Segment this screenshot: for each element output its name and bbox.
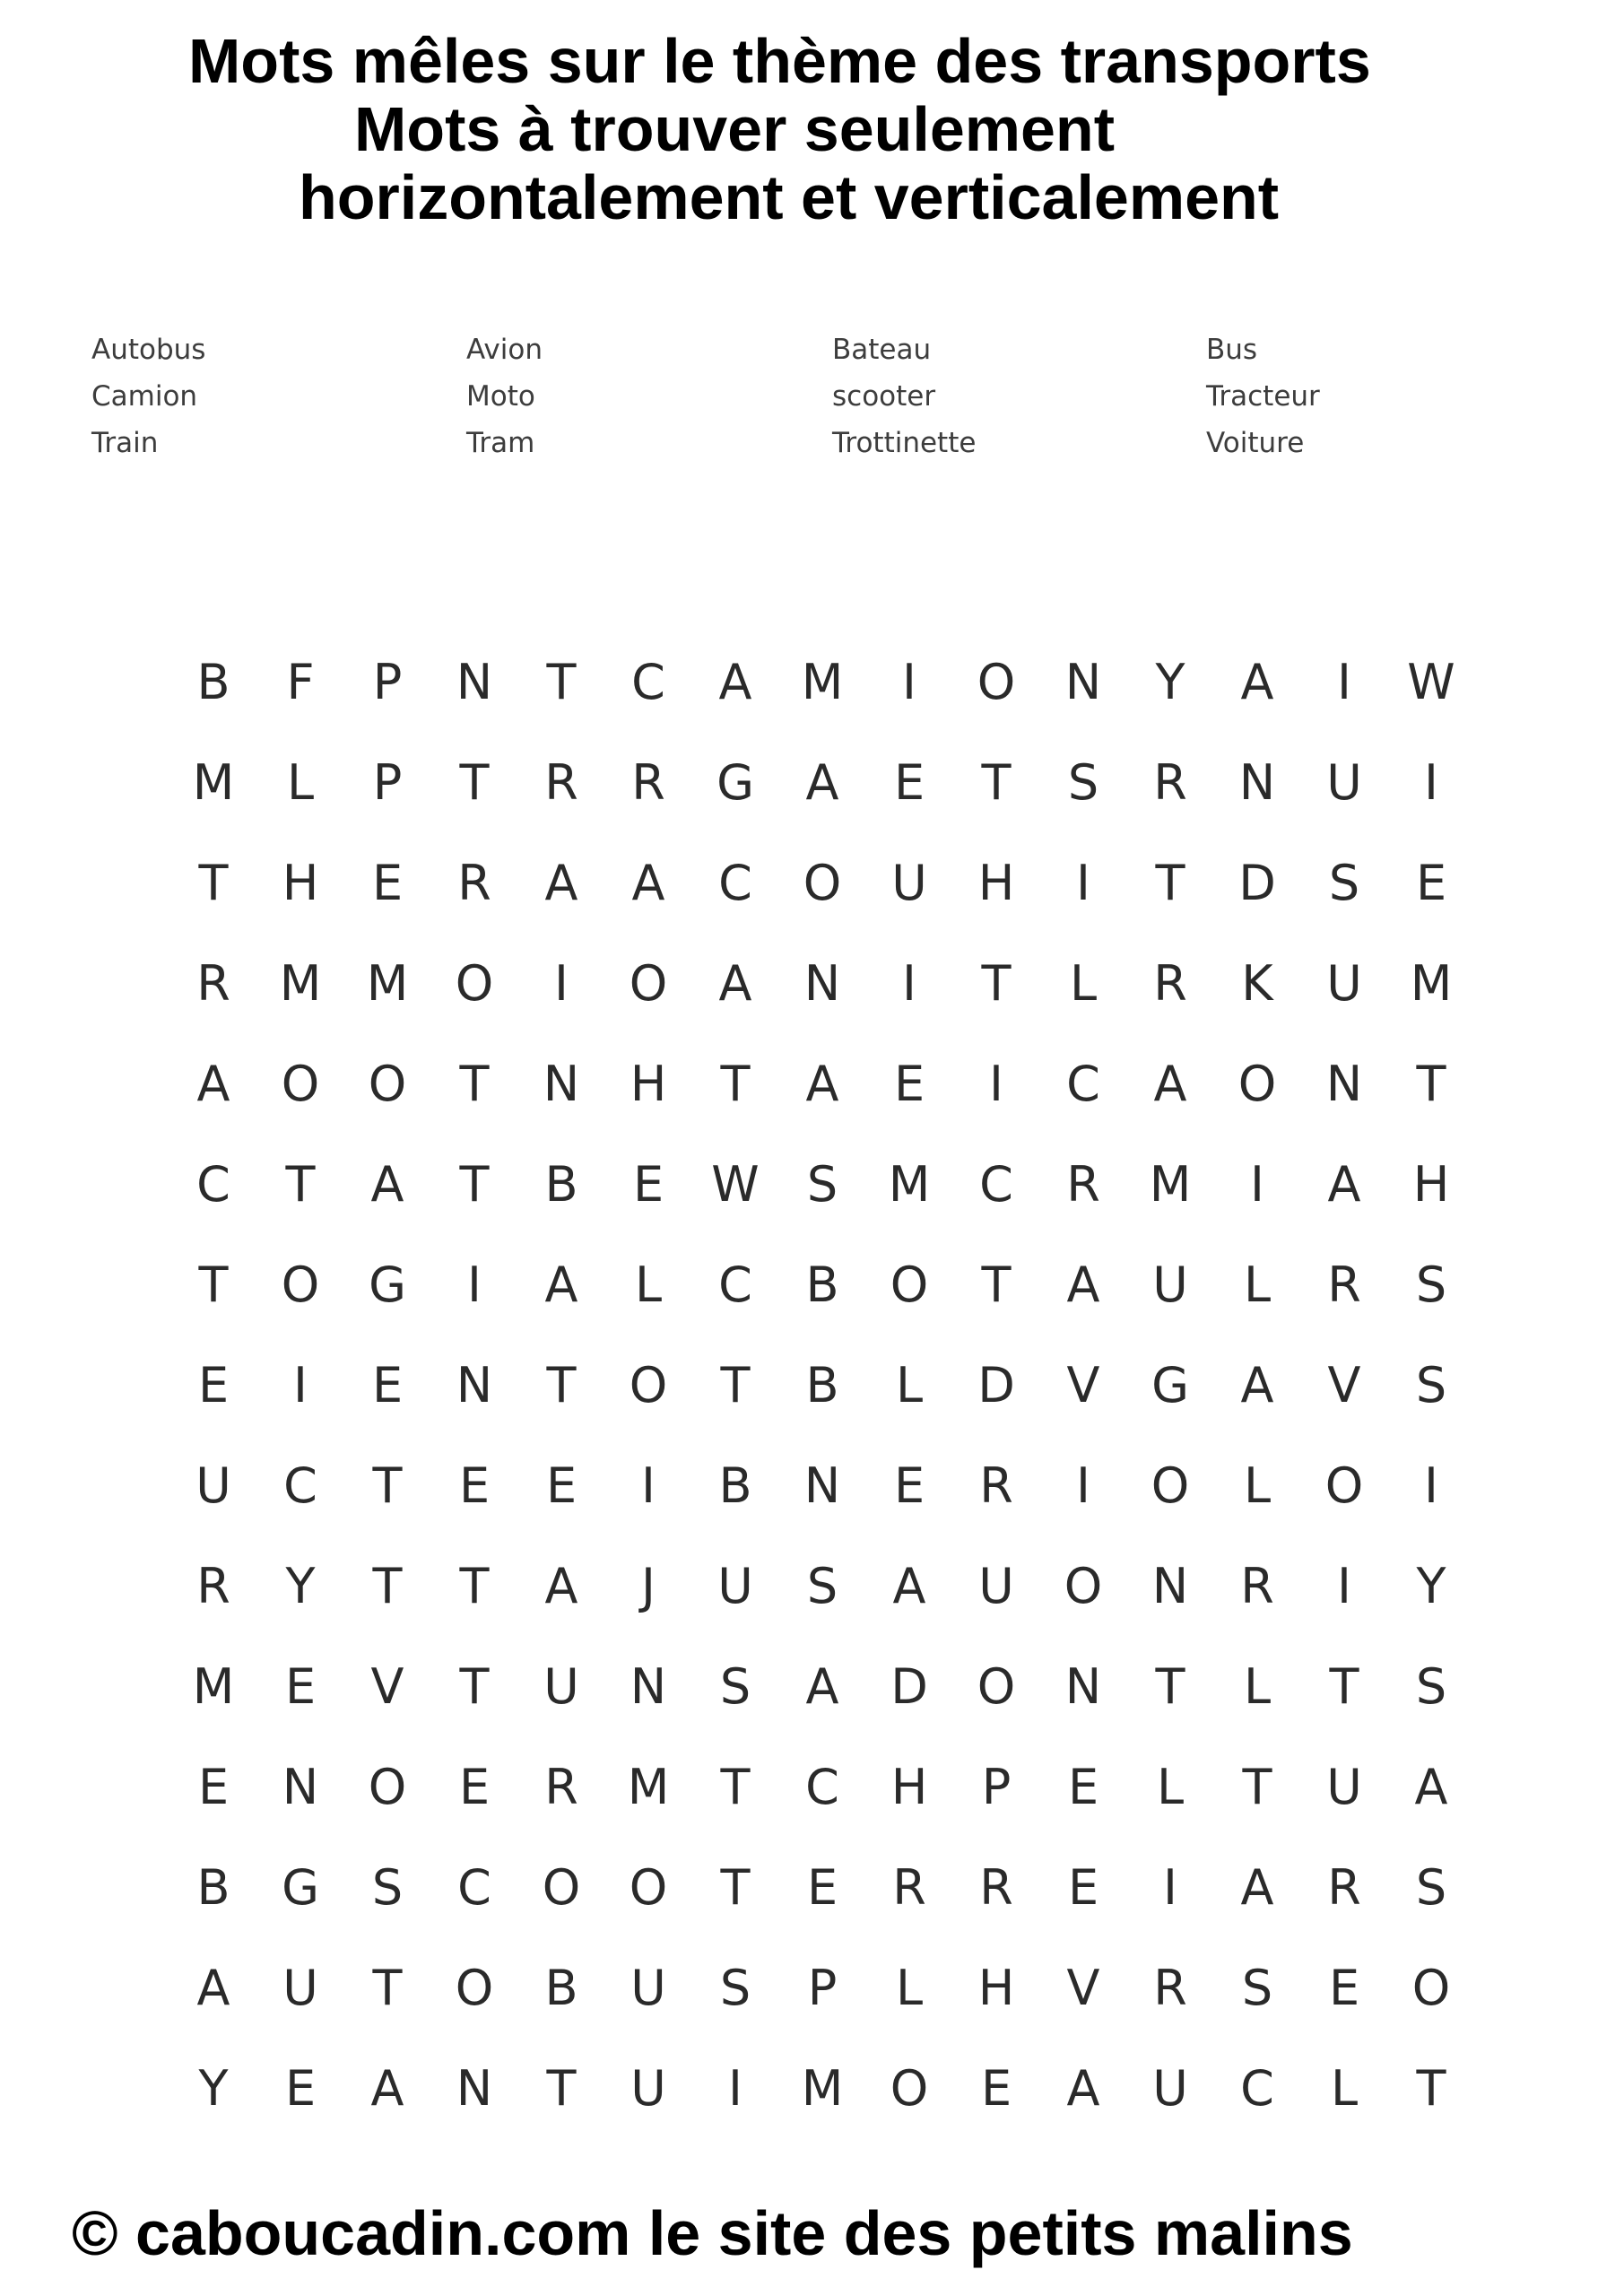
grid-cell[interactable]: G	[369, 1257, 406, 1313]
grid-cell[interactable]: C	[718, 855, 752, 911]
grid-cell[interactable]: V	[1066, 1357, 1100, 1413]
grid-cell[interactable]: Y	[198, 2060, 229, 2117]
grid-cell[interactable]: L	[1243, 1457, 1272, 1514]
grid-cell[interactable]: E	[1067, 1859, 1099, 1916]
grid-cell[interactable]: U	[1326, 1759, 1362, 1815]
grid-cell[interactable]: D	[977, 1357, 1015, 1413]
grid-cell[interactable]: B	[718, 1457, 752, 1514]
grid-cell[interactable]: A	[631, 855, 665, 911]
grid-cell[interactable]: I	[1424, 754, 1438, 811]
grid-row	[170, 1235, 1471, 1335]
grid-cell[interactable]: A	[544, 855, 578, 911]
grid-cell[interactable]: U	[630, 1960, 666, 2016]
grid-cell[interactable]: I	[293, 1357, 308, 1413]
grid-cell[interactable]: N	[282, 1759, 319, 1815]
grid-cell[interactable]: S	[806, 1156, 838, 1213]
grid-cell[interactable]: R	[979, 1457, 1013, 1514]
grid-cell[interactable]: L	[1243, 1658, 1272, 1715]
grid-row	[170, 733, 1471, 833]
grid-cell[interactable]: P	[372, 654, 403, 710]
grid-cell[interactable]: O	[803, 855, 842, 911]
grid-cell[interactable]: A	[1066, 2060, 1100, 2117]
grid-cell[interactable]: R	[1240, 1558, 1274, 1614]
grid-cell[interactable]: T	[285, 1156, 316, 1213]
grid-cell[interactable]: N	[543, 1056, 580, 1112]
grid-cell[interactable]: R	[457, 855, 491, 911]
grid-cell[interactable]: T	[459, 1558, 490, 1614]
grid-cell[interactable]: C	[718, 1257, 752, 1313]
title-line-2: Mots à trouver seulement	[354, 94, 1115, 164]
grid-cell[interactable]: U	[978, 1558, 1014, 1614]
grid-cell[interactable]: A	[544, 1257, 578, 1313]
grid-cell[interactable]: I	[1337, 654, 1351, 710]
grid-cell[interactable]: S	[1328, 855, 1360, 911]
grid-cell[interactable]: O	[1238, 1056, 1277, 1112]
grid-cell[interactable]: O	[890, 2060, 929, 2117]
grid-cell[interactable]: I	[1250, 1156, 1264, 1213]
grid-cell[interactable]: L	[1330, 2060, 1359, 2117]
grid-cell[interactable]: L	[1156, 1759, 1185, 1815]
grid-cell[interactable]: T	[981, 955, 1012, 1012]
grid-cell[interactable]: N	[1238, 754, 1276, 811]
grid-cell[interactable]: M	[627, 1759, 670, 1815]
letter-grid	[170, 632, 1471, 2139]
grid-cell[interactable]: C	[457, 1859, 491, 1916]
grid-cell[interactable]: I	[1337, 1558, 1351, 1614]
grid-cell[interactable]: P	[807, 1960, 838, 2016]
word-list-item: Voiture	[1206, 427, 1305, 459]
grid-cell[interactable]: H	[630, 1056, 667, 1112]
grid-cell[interactable]: A	[805, 1056, 839, 1112]
grid-cell[interactable]: I	[641, 1457, 656, 1514]
grid-row	[170, 1737, 1471, 1838]
grid-cell[interactable]: E	[458, 1457, 491, 1514]
grid-cell[interactable]: B	[544, 1960, 578, 2016]
grid-cell[interactable]: N	[630, 1658, 667, 1715]
grid-cell[interactable]: I	[1076, 1457, 1090, 1514]
grid-cell[interactable]: O	[1064, 1558, 1103, 1614]
grid-cell[interactable]: S	[1415, 1357, 1447, 1413]
word-list-item: Avion	[466, 334, 543, 366]
grid-cell[interactable]: N	[456, 1357, 493, 1413]
grid-cell[interactable]: S	[1241, 1960, 1273, 2016]
grid-cell[interactable]: U	[891, 855, 927, 911]
grid-cell[interactable]: T	[198, 1257, 229, 1313]
grid-cell[interactable]: T	[546, 2060, 577, 2117]
grid-cell[interactable]: T	[1155, 855, 1185, 911]
grid-cell[interactable]: E	[980, 2060, 1012, 2117]
word-list-item: Train	[91, 427, 159, 459]
grid-cell[interactable]: U	[717, 1558, 753, 1614]
grid-cell[interactable]: E	[197, 1759, 230, 1815]
grid-cell[interactable]: L	[895, 1357, 924, 1413]
grid-cell[interactable]: R	[1153, 1960, 1187, 2016]
title-line-3: horizontalement et verticalement	[299, 162, 1280, 232]
grid-cell[interactable]: G	[716, 754, 754, 811]
grid-cell[interactable]: R	[544, 754, 578, 811]
grid-cell[interactable]: M	[1149, 1156, 1192, 1213]
word-list-item: Trottinette	[832, 427, 977, 459]
grid-cell[interactable]: C	[631, 654, 665, 710]
word-list-item: Camion	[91, 380, 198, 413]
grid-cell[interactable]: G	[282, 1859, 319, 1916]
grid-row	[170, 1335, 1471, 1436]
word-list-item: Bateau	[832, 334, 932, 366]
grid-cell[interactable]: T	[459, 1658, 490, 1715]
grid-cell[interactable]: B	[544, 1156, 578, 1213]
grid-cell[interactable]: M	[801, 2060, 844, 2117]
grid-cell[interactable]: U	[195, 1457, 231, 1514]
word-list-item: scooter	[832, 380, 936, 413]
grid-cell[interactable]: E	[458, 1759, 491, 1815]
grid-cell[interactable]: O	[1411, 1960, 1451, 2016]
grid-cell[interactable]: O	[368, 1056, 407, 1112]
grid-cell[interactable]: O	[629, 955, 668, 1012]
grid-cell[interactable]: A	[718, 955, 752, 1012]
grid-cell[interactable]: L	[634, 1257, 663, 1313]
grid-cell[interactable]: T	[372, 1457, 403, 1514]
grid-cell[interactable]: H	[1412, 1156, 1450, 1213]
grid-cell[interactable]: I	[554, 955, 569, 1012]
word-list-item: Autobus	[91, 334, 206, 366]
grid-cell[interactable]: S	[1415, 1658, 1447, 1715]
grid-cell[interactable]: H	[890, 1759, 928, 1815]
grid-cell[interactable]: K	[1241, 955, 1273, 1012]
grid-cell[interactable]: R	[1066, 1156, 1100, 1213]
grid-cell[interactable]: Y	[1416, 1558, 1446, 1614]
grid-cell[interactable]: U	[1326, 754, 1362, 811]
grid-cell[interactable]: T	[1242, 1759, 1272, 1815]
grid-cell[interactable]: J	[641, 1558, 656, 1614]
grid-cell[interactable]: L	[286, 754, 315, 811]
grid-cell[interactable]: A	[1240, 1859, 1274, 1916]
word-list-item: Tram	[466, 427, 535, 459]
grid-cell[interactable]: T	[1416, 1056, 1446, 1112]
grid-cell[interactable]: C	[283, 1457, 317, 1514]
grid-cell[interactable]: D	[1238, 855, 1276, 911]
grid-cell[interactable]: R	[196, 955, 230, 1012]
grid-cell[interactable]: E	[197, 1357, 230, 1413]
grid-cell[interactable]: O	[281, 1257, 320, 1313]
grid-row	[170, 934, 1471, 1034]
grid-cell[interactable]: S	[371, 1859, 404, 1916]
grid-cell[interactable]: M	[192, 1658, 235, 1715]
grid-cell[interactable]: E	[371, 1357, 404, 1413]
grid-cell[interactable]: M	[801, 654, 844, 710]
grid-cell[interactable]: I	[1076, 855, 1090, 911]
grid-cell[interactable]: E	[632, 1156, 664, 1213]
grid-cell[interactable]: H	[977, 1960, 1015, 2016]
grid-cell[interactable]: A	[370, 2060, 404, 2117]
grid-cell[interactable]: B	[196, 1859, 230, 1916]
grid-cell[interactable]: S	[1415, 1257, 1447, 1313]
grid-cell[interactable]: R	[1327, 1257, 1361, 1313]
grid-cell[interactable]: R	[1153, 955, 1187, 1012]
grid-cell[interactable]: R	[544, 1759, 578, 1815]
grid-cell[interactable]: T	[981, 754, 1012, 811]
grid-cell[interactable]: C	[979, 1156, 1013, 1213]
grid-row	[170, 1637, 1471, 1737]
grid-cell[interactable]: I	[467, 1257, 482, 1313]
grid-cell[interactable]: O	[281, 1056, 320, 1112]
grid-cell[interactable]: S	[1415, 1859, 1447, 1916]
grid-cell[interactable]: N	[1325, 1056, 1363, 1112]
grid-cell[interactable]: N	[456, 2060, 493, 2117]
grid-cell[interactable]: B	[196, 654, 230, 710]
grid-cell[interactable]: Y	[285, 1558, 316, 1614]
grid-cell[interactable]: O	[1151, 1457, 1190, 1514]
grid-cell[interactable]: O	[368, 1759, 407, 1815]
grid-cell[interactable]: T	[981, 1257, 1012, 1313]
grid-cell[interactable]: E	[1067, 1759, 1099, 1815]
grid-cell[interactable]: T	[1416, 2060, 1446, 2117]
grid-cell[interactable]: E	[284, 2060, 317, 2117]
grid-row	[170, 1436, 1471, 1536]
grid-cell[interactable]: E	[371, 855, 404, 911]
grid-cell[interactable]: O	[977, 654, 1016, 710]
grid-cell[interactable]: N	[456, 654, 493, 710]
grid-cell[interactable]: A	[1153, 1056, 1187, 1112]
grid-cell[interactable]: O	[1324, 1457, 1364, 1514]
grid-cell[interactable]: E	[893, 1056, 925, 1112]
grid-cell[interactable]: R	[631, 754, 665, 811]
grid-cell[interactable]: N	[1151, 1558, 1189, 1614]
grid-cell[interactable]: T	[459, 754, 490, 811]
grid-cell[interactable]: N	[803, 955, 841, 1012]
word-list-item: Moto	[466, 380, 535, 413]
grid-cell[interactable]: T	[720, 1357, 751, 1413]
grid-cell[interactable]: S	[719, 1658, 751, 1715]
grid-cell[interactable]: C	[1240, 2060, 1274, 2117]
grid-cell[interactable]: A	[805, 754, 839, 811]
grid-cell[interactable]: A	[544, 1558, 578, 1614]
grid-cell[interactable]: R	[1327, 1859, 1361, 1916]
grid-cell[interactable]: T	[459, 1156, 490, 1213]
grid-cell[interactable]: M	[366, 955, 409, 1012]
grid-cell[interactable]: C	[196, 1156, 230, 1213]
grid-cell[interactable]: L	[1069, 955, 1098, 1012]
grid-cell[interactable]: V	[1066, 1960, 1100, 2016]
grid-cell[interactable]: U	[630, 2060, 666, 2117]
grid-cell[interactable]: E	[1415, 855, 1447, 911]
word-list-item: Bus	[1206, 334, 1258, 366]
grid-cell[interactable]: I	[989, 1056, 1003, 1112]
grid-cell[interactable]: F	[286, 654, 315, 710]
grid-cell[interactable]: R	[979, 1859, 1013, 1916]
grid-cell[interactable]: S	[719, 1960, 751, 2016]
grid-cell[interactable]: C	[1066, 1056, 1100, 1112]
grid-cell[interactable]: E	[284, 1658, 317, 1715]
grid-cell[interactable]: E	[545, 1457, 578, 1514]
grid-cell[interactable]: O	[977, 1658, 1016, 1715]
grid-cell[interactable]: N	[1064, 1658, 1102, 1715]
grid-cell[interactable]: O	[629, 1357, 668, 1413]
grid-cell[interactable]: L	[895, 1960, 924, 2016]
grid-cell[interactable]: S	[806, 1558, 838, 1614]
grid-cell[interactable]: U	[282, 1960, 318, 2016]
grid-cell[interactable]: A	[1327, 1156, 1361, 1213]
grid-cell[interactable]: I	[728, 2060, 743, 2117]
grid-cell[interactable]: T	[546, 654, 577, 710]
grid-cell[interactable]: T	[720, 1759, 751, 1815]
grid-cell[interactable]: O	[890, 1257, 929, 1313]
grid-cell[interactable]: B	[805, 1357, 839, 1413]
grid-cell[interactable]: A	[196, 1960, 230, 2016]
grid-cell[interactable]: G	[1151, 1357, 1189, 1413]
grid-cell[interactable]: E	[893, 754, 925, 811]
grid-cell[interactable]: T	[372, 1960, 403, 2016]
grid-cell[interactable]: R	[1153, 754, 1187, 811]
grid-cell[interactable]: A	[1066, 1257, 1100, 1313]
grid-cell[interactable]: H	[977, 855, 1015, 911]
grid-cell[interactable]: Y	[1155, 654, 1185, 710]
grid-cell[interactable]: M	[1410, 955, 1453, 1012]
grid-cell[interactable]: N	[1064, 654, 1102, 710]
grid-row	[170, 1135, 1471, 1235]
grid-cell[interactable]: I	[1424, 1457, 1438, 1514]
grid-cell[interactable]: A	[196, 1056, 230, 1112]
grid-cell[interactable]: E	[1328, 1960, 1360, 2016]
word-list-item: Tracteur	[1206, 380, 1320, 413]
grid-cell[interactable]: S	[1067, 754, 1099, 811]
grid-row	[170, 632, 1471, 733]
grid-cell[interactable]: A	[805, 1658, 839, 1715]
grid-cell[interactable]: B	[805, 1257, 839, 1313]
grid-cell[interactable]: A	[1240, 654, 1274, 710]
footer-copyright: © caboucadin.com le site des petits malins	[72, 2198, 1353, 2268]
grid-cell[interactable]: V	[1327, 1357, 1361, 1413]
grid-cell[interactable]: H	[282, 855, 319, 911]
grid-cell[interactable]: U	[1152, 2060, 1188, 2117]
grid-cell[interactable]: A	[370, 1156, 404, 1213]
grid-cell[interactable]: I	[1163, 1859, 1177, 1916]
grid-cell[interactable]: A	[892, 1558, 926, 1614]
grid-row	[170, 1938, 1471, 2039]
grid-cell[interactable]: E	[893, 1457, 925, 1514]
grid-cell[interactable]: L	[1243, 1257, 1272, 1313]
grid-cell[interactable]: T	[720, 1859, 751, 1916]
grid-cell[interactable]: T	[1155, 1658, 1185, 1715]
grid-cell[interactable]: U	[1326, 955, 1362, 1012]
grid-cell[interactable]: O	[629, 1859, 668, 1916]
grid-row	[170, 833, 1471, 934]
grid-cell[interactable]: A	[718, 654, 752, 710]
grid-cell[interactable]: T	[198, 855, 229, 911]
grid-cell[interactable]: U	[1152, 1257, 1188, 1313]
grid-cell[interactable]: T	[720, 1056, 751, 1112]
grid-cell[interactable]: T	[459, 1056, 490, 1112]
grid-cell[interactable]: P	[372, 754, 403, 811]
grid-cell[interactable]: I	[902, 955, 916, 1012]
title-line-1: Mots mêles sur le thème des transports	[188, 26, 1371, 96]
grid-row	[170, 1536, 1471, 1637]
grid-cell[interactable]: O	[542, 1859, 581, 1916]
grid-cell[interactable]: E	[806, 1859, 838, 1916]
grid-cell[interactable]: T	[1329, 1658, 1359, 1715]
word-list	[0, 332, 1624, 484]
grid-cell[interactable]: V	[370, 1658, 404, 1715]
grid-cell[interactable]: O	[455, 1960, 494, 2016]
grid-cell[interactable]: M	[279, 955, 322, 1012]
grid-cell[interactable]: N	[803, 1457, 841, 1514]
grid-cell[interactable]: C	[805, 1759, 839, 1815]
grid-cell[interactable]: T	[546, 1357, 577, 1413]
grid-cell[interactable]: M	[192, 754, 235, 811]
grid-cell[interactable]: O	[455, 955, 494, 1012]
grid-cell[interactable]: W	[1407, 654, 1455, 710]
grid-cell[interactable]: T	[372, 1558, 403, 1614]
grid-cell[interactable]: R	[892, 1859, 926, 1916]
grid-cell[interactable]: A	[1414, 1759, 1448, 1815]
grid-cell[interactable]: I	[902, 654, 916, 710]
grid-cell[interactable]: A	[1240, 1357, 1274, 1413]
grid-cell[interactable]: D	[890, 1658, 928, 1715]
grid-row	[170, 2039, 1471, 2139]
grid-cell[interactable]: U	[543, 1658, 579, 1715]
grid-row	[170, 1838, 1471, 1938]
grid-cell[interactable]: R	[196, 1558, 230, 1614]
grid-cell[interactable]: W	[711, 1156, 760, 1213]
grid-cell[interactable]: M	[888, 1156, 931, 1213]
grid-row	[170, 1034, 1471, 1135]
grid-cell[interactable]: P	[981, 1759, 1012, 1815]
